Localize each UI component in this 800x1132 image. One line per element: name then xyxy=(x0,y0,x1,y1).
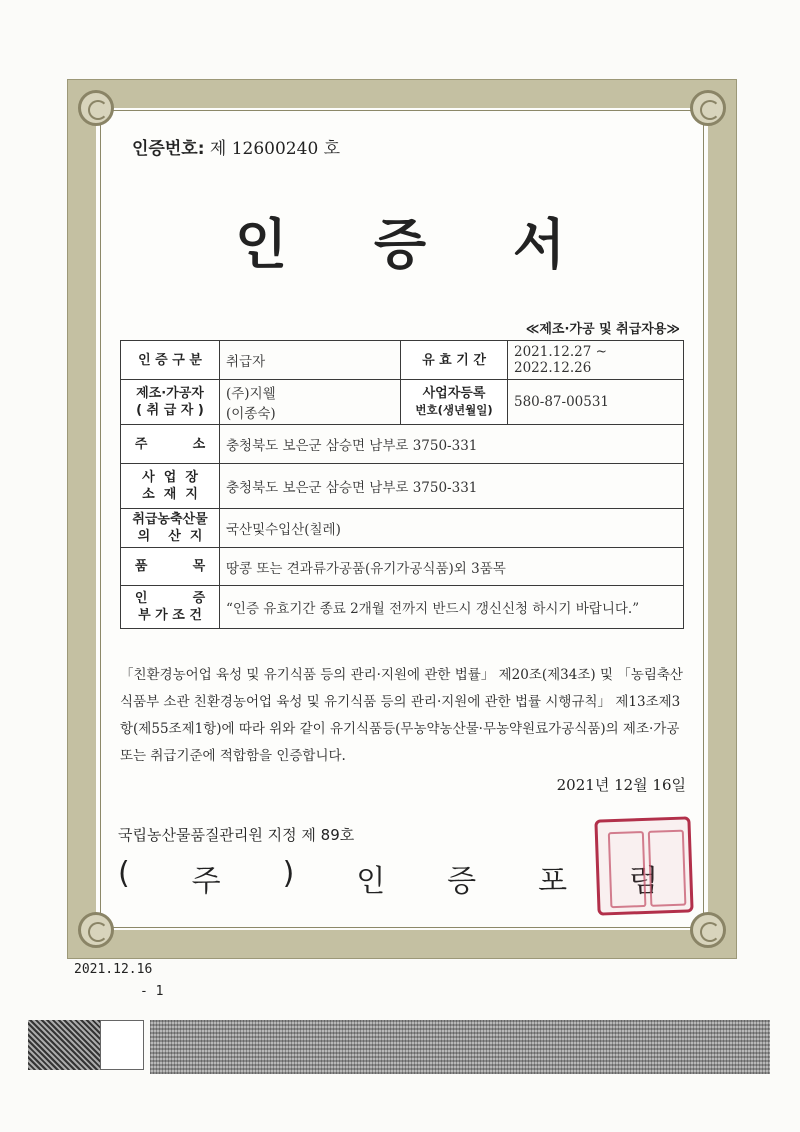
issue-date: 2021년 12월 16일 xyxy=(556,776,686,794)
site-value: 충청북도 보은군 삼승면 남부로 3750-331 xyxy=(220,464,684,509)
footer-page-number: - 1 xyxy=(140,984,164,999)
conditions-value: “인증 유효기간 종료 2개월 전까지 반드시 갱신신청 하시기 바랍니다.” xyxy=(220,586,684,629)
business-reg-label-line2: 번호(생년월일) xyxy=(415,403,493,417)
table-row xyxy=(121,586,684,629)
table-row xyxy=(121,341,684,380)
conditions-label xyxy=(121,586,220,629)
issuer-char: 주 xyxy=(191,864,221,899)
origin-label-line2: 의 산 지 xyxy=(137,529,203,544)
issuer-char: ) xyxy=(282,856,295,891)
business-reg-label-line1: 사업자등록 xyxy=(422,386,486,401)
issuer-name xyxy=(118,856,658,900)
scan-noise-block xyxy=(28,1020,100,1070)
scan-blank-block xyxy=(100,1020,144,1070)
issuer-char: 포 xyxy=(538,864,568,899)
address-value: 충청북도 보은군 삼승면 남부로 3750-331 xyxy=(220,425,684,464)
footer-date: 2021.12.16 xyxy=(74,962,153,977)
certification-statement: 「친환경농어업 육성 및 유기식품 등의 관리·지원에 관한 법률」 제20조(제34조) 및 「농림축산식품부 소관 친환경농어업 육성 및 유기식품 등의 관리·지원에 관한 법률 시행규칙」 제13조제3항(제55조제1항)에 따라 위와 같이 유기식품등(무농약농산물·무농약원료가공식품)의 제조·가공 또는 취급기준에 적합함을 인증합니다. xyxy=(120,667,683,764)
manufacturer-rep: (이종숙) xyxy=(226,406,276,422)
site-label xyxy=(121,464,220,509)
table-row xyxy=(121,380,684,425)
usage-note: ≪제조·가공 및 취급자용≫ xyxy=(525,322,680,337)
address-label: 주 소 xyxy=(121,425,220,464)
issuer-char: 증 xyxy=(447,864,477,899)
origin-label-line1: 취급농축산물 xyxy=(132,512,208,527)
table-row xyxy=(121,548,684,586)
issuer-char: 인 xyxy=(356,864,386,899)
certificate-table xyxy=(120,340,684,629)
certificate-number-label: 인증번호: xyxy=(132,139,205,159)
manufacturer-label-line1: 제조·가공자 xyxy=(136,386,204,401)
validity-value: 2021.12.27 ~ 2022.12.26 xyxy=(508,341,684,380)
business-reg-value: 580-87-00531 xyxy=(508,380,684,425)
designation-text: 국립농산물품질관리원 지정 제 89호 xyxy=(118,826,355,844)
certificate-number xyxy=(132,134,340,159)
issuer-char: ( xyxy=(118,856,130,891)
manufacturer-label xyxy=(121,380,220,425)
document-title: 인 증 서 xyxy=(234,213,600,276)
site-label-line2: 소 재 지 xyxy=(142,487,198,502)
validity-label: 유 효 기 간 xyxy=(401,341,508,380)
origin-label xyxy=(121,509,220,548)
certificate-number-value: 제 12600240 호 xyxy=(209,139,341,159)
table-row xyxy=(121,464,684,509)
corner-ornament-top-left xyxy=(78,90,114,126)
conditions-label-line2: 부 가 조 건 xyxy=(138,608,202,623)
site-label-line1: 사 업 장 xyxy=(142,470,198,485)
origin-value: 국산및수입산(칠레) xyxy=(220,509,684,548)
business-reg-label xyxy=(401,380,508,425)
table-row xyxy=(121,425,684,464)
items-value: 땅콩 또는 견과류가공품(유기가공식품)외 3품목 xyxy=(220,548,684,586)
manufacturer-value xyxy=(220,380,401,425)
scan-noise-strip xyxy=(150,1020,770,1074)
corner-ornament-top-right xyxy=(690,90,726,126)
manufacturer-name: (주)지웰 xyxy=(226,386,276,402)
issuer-char: 럼 xyxy=(629,864,658,899)
category-value: 취급자 xyxy=(220,341,401,380)
official-seal xyxy=(594,816,693,915)
manufacturer-label-line2: ( 취 급 자 ) xyxy=(136,403,204,418)
items-label: 품 목 xyxy=(121,548,220,586)
corner-ornament-bottom-right xyxy=(690,912,726,948)
table-row xyxy=(121,509,684,548)
category-label: 인 증 구 분 xyxy=(121,341,220,380)
conditions-label-line1: 인 증 xyxy=(134,591,206,606)
corner-ornament-bottom-left xyxy=(78,912,114,948)
